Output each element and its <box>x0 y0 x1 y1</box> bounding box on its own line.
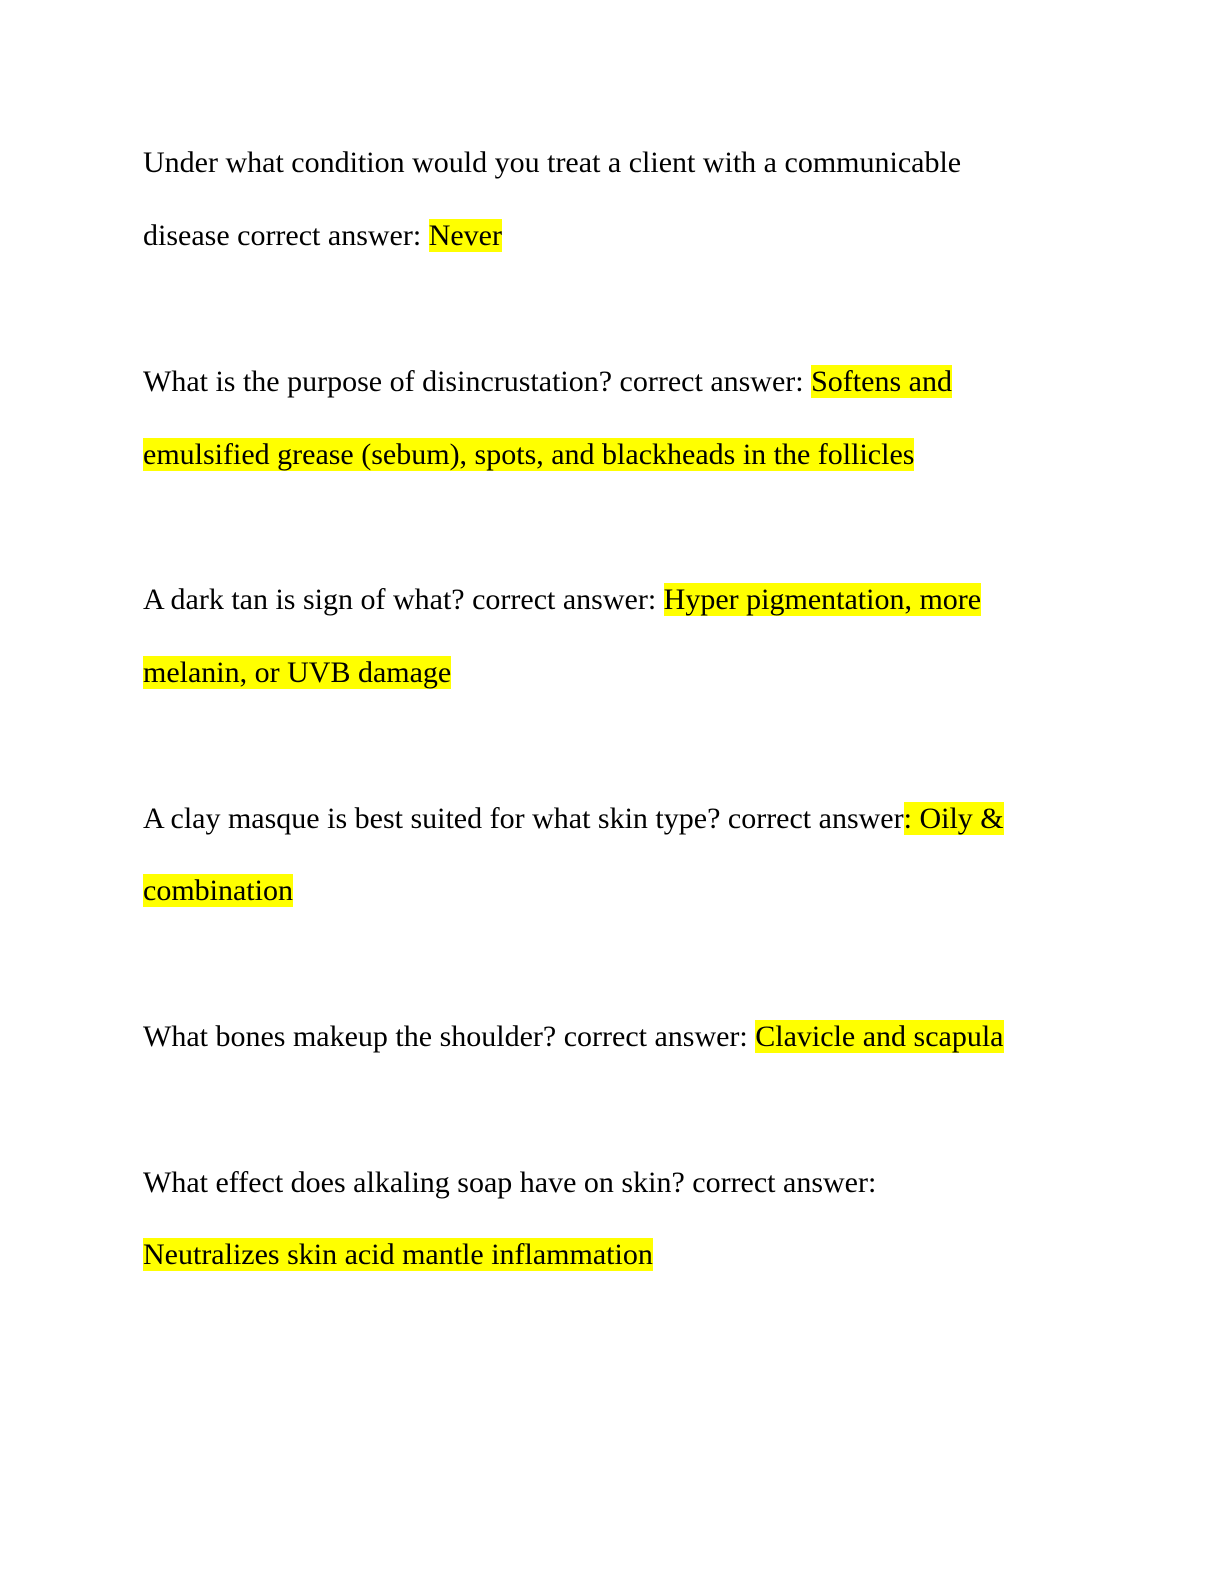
answer-alkaline-soap <box>143 1237 653 1273</box>
question-shoulder-bones <box>143 1019 1004 1055</box>
answer-highlight: Hyper pigmentation, more <box>663 583 982 616</box>
question-text: Under what condition would you treat a client with a communicable <box>143 146 962 179</box>
question-text: What is the purpose of disincrustation? correct answer: <box>143 365 812 398</box>
answer-highlight: : Oily & <box>903 802 1004 835</box>
question-text: disease correct answer: <box>143 219 429 252</box>
answer-disincrustation-cont <box>143 437 914 473</box>
answer-dark-tan-cont <box>143 655 451 691</box>
question-text: A clay masque is best suited for what skin type? correct answer <box>143 802 904 835</box>
question-text: What effect does alkaling soap have on skin? correct answer: <box>143 1166 877 1199</box>
question-dark-tan <box>143 582 981 618</box>
answer-highlight: melanin, or UVB damage <box>143 656 452 689</box>
question-text: A dark tan is sign of what? correct answer: <box>143 583 664 616</box>
answer-clay-masque-cont <box>143 873 293 909</box>
answer-highlight: Neutralizes skin acid mantle inflammation <box>143 1238 653 1271</box>
answer-highlight: Softens and <box>811 365 952 398</box>
answer-highlight: Clavicle and scapula <box>755 1020 1004 1053</box>
answer-highlight: combination <box>143 874 293 907</box>
question-disincrustation <box>143 364 952 400</box>
question-text: What bones makeup the shoulder? correct answer: <box>143 1020 756 1053</box>
question-clay-masque <box>143 801 1004 837</box>
answer-highlight: Never <box>428 219 502 252</box>
question-communicable-disease-cont <box>143 218 502 254</box>
question-communicable-disease <box>143 145 961 181</box>
answer-highlight: emulsified grease (sebum), spots, and blackheads in the follicles <box>143 438 915 471</box>
question-alkaline-soap <box>143 1165 876 1201</box>
